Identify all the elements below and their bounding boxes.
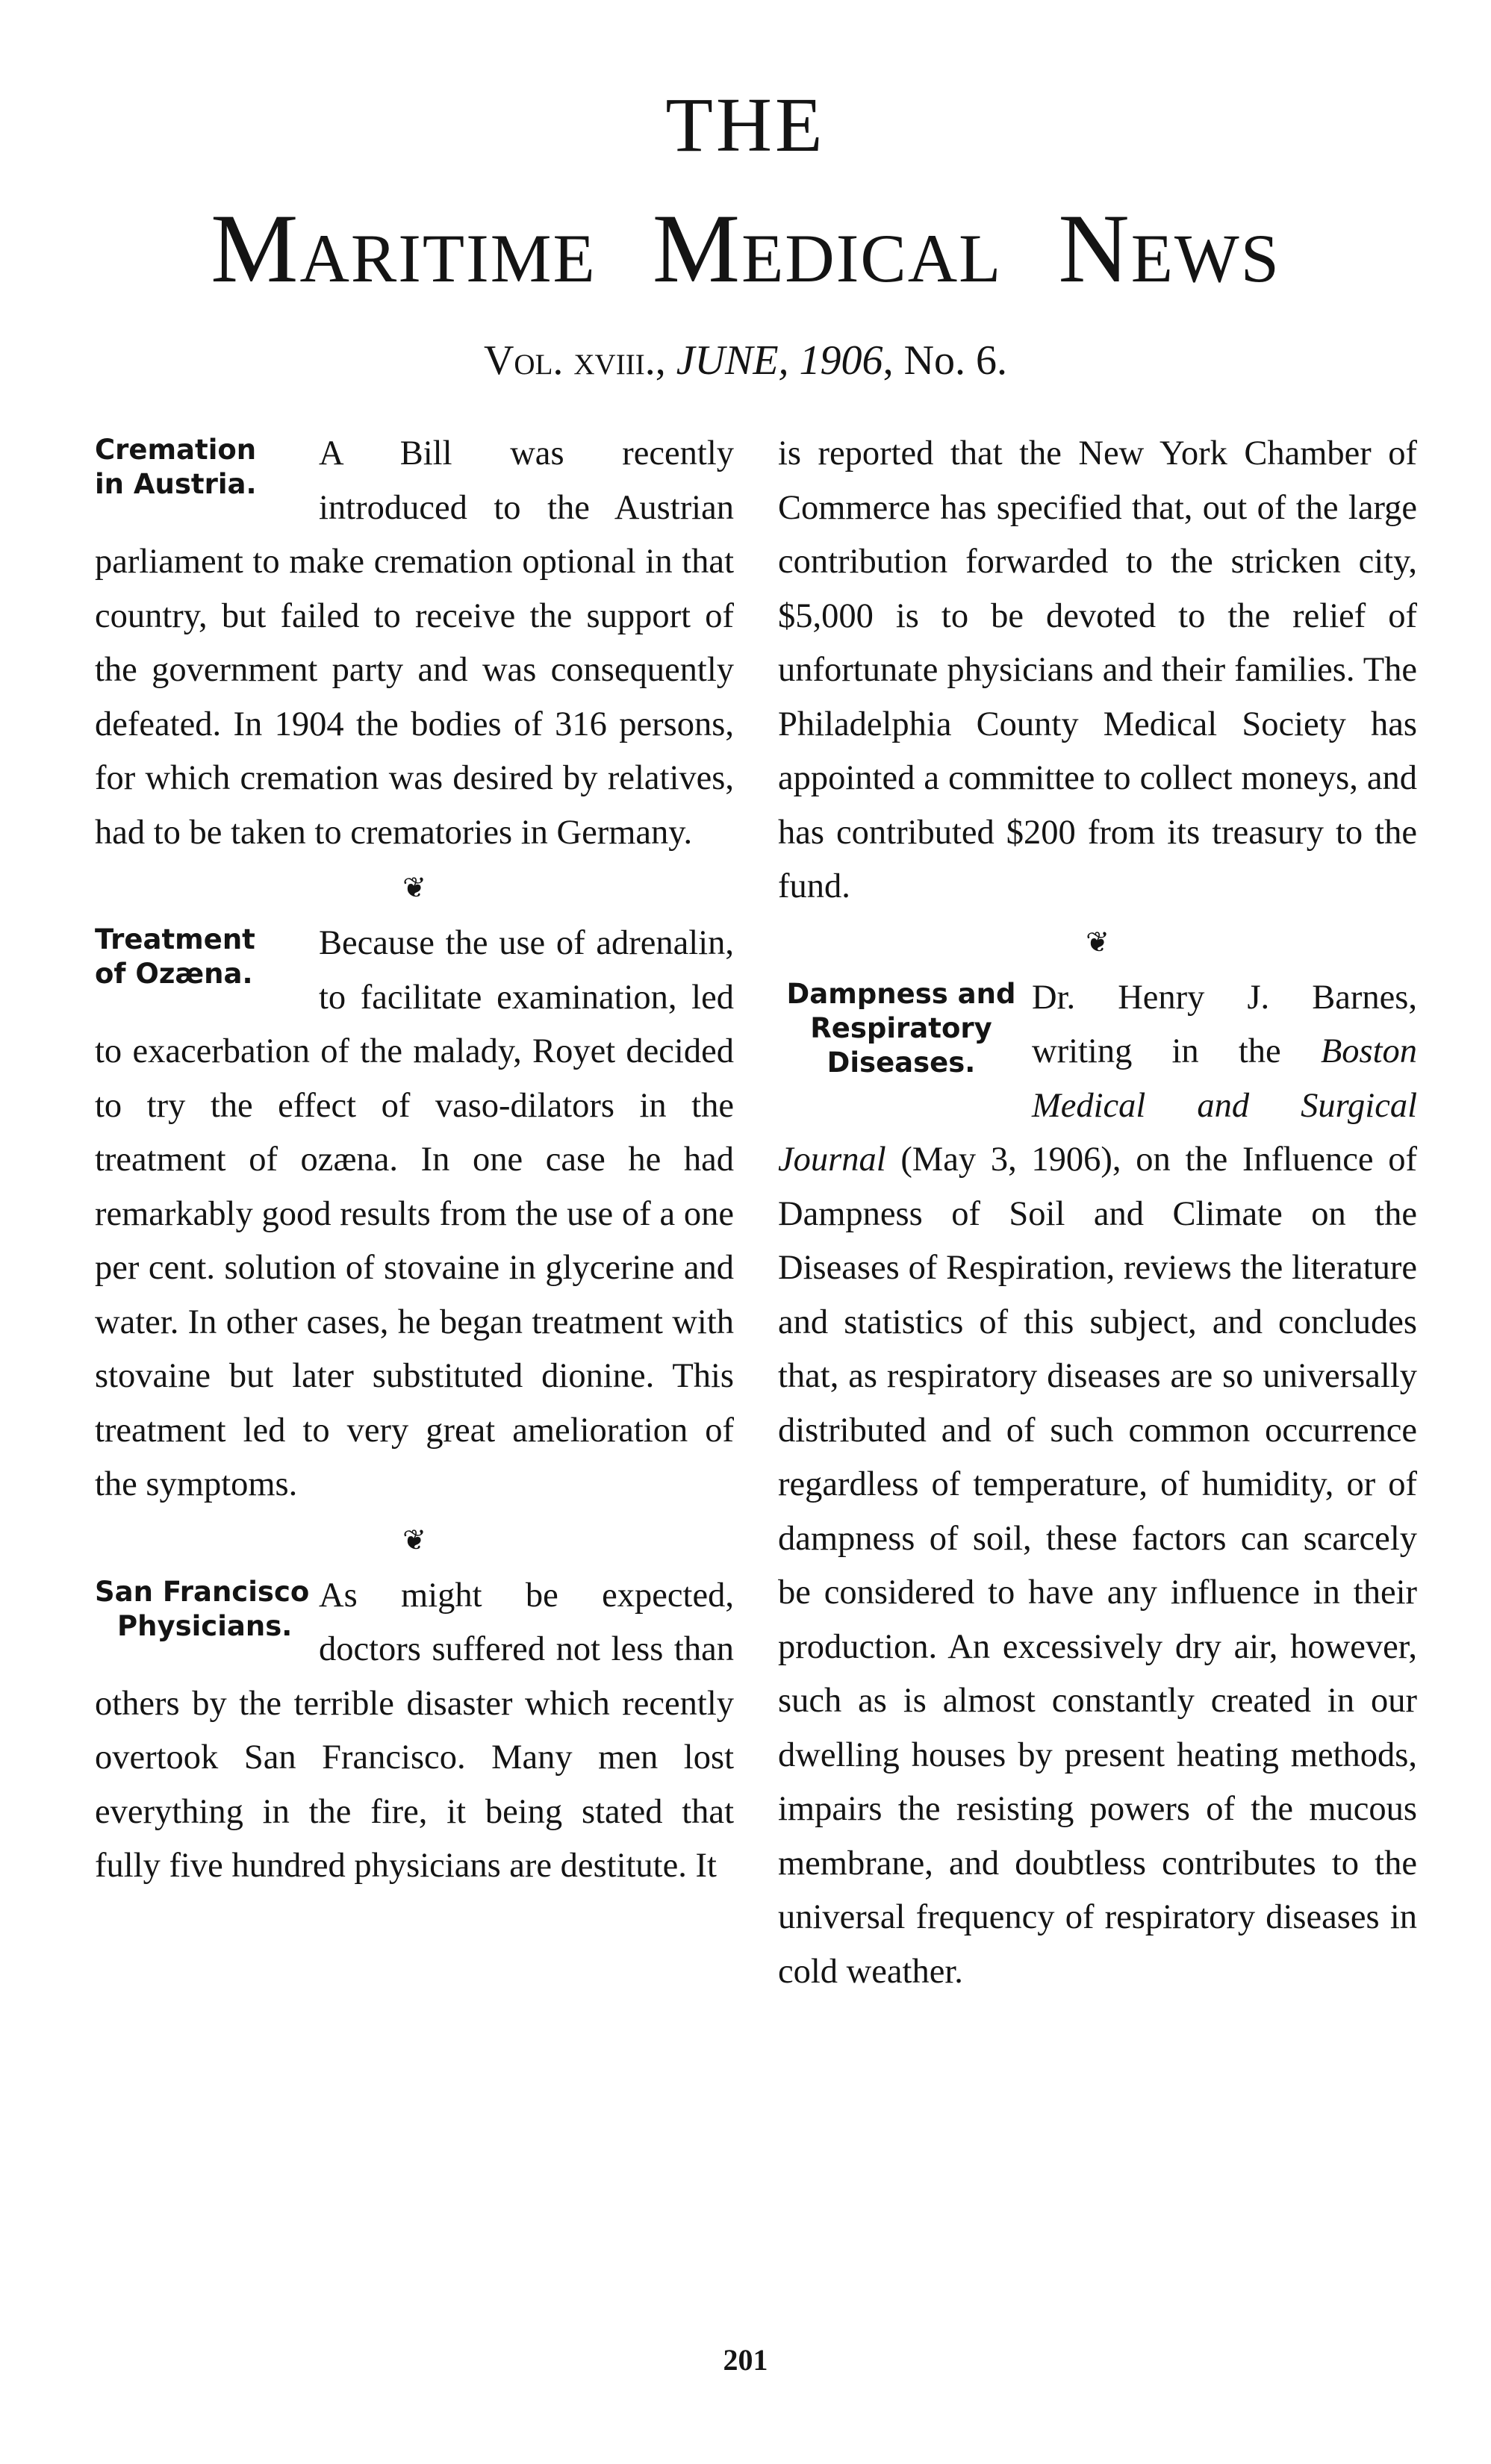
page-number: 201 <box>723 2343 768 2377</box>
article-san-francisco <box>95 1569 734 1894</box>
volume-line <box>0 334 1491 387</box>
heading-line: in Austria. <box>95 468 257 500</box>
left-column <box>95 427 734 1894</box>
article-body: As might be expected, doctors suffered not less than others by the terrible disaster which recently overtook San Francisco. Many men lost everything in the fire, it being stated that fully five hundred physicians are destitute. It <box>95 1576 734 1885</box>
heading-line: Respiratory <box>810 1011 992 1044</box>
article-body: Because the use of adrenalin, to facilitate examination, led to exacerbation of the malady, Royet decided to try the effect of vaso-dilators in the treatment of ozæna. In one case he had remarkably good results from the use of a one per cent. solution of stovaine in glycerine and water. In other cases, he began treatment with stovaine but later substituted dionine. This treatment led to very great amelioration of the symptoms. <box>95 924 734 1503</box>
heading-line: San Francisco <box>95 1575 310 1608</box>
issue-date: JUNE, 1906 <box>676 337 883 384</box>
article-dampness <box>778 971 1417 2000</box>
journal-citation: Boston Medical and Surgical Journal <box>778 1032 1417 1179</box>
article-body: A Bill was recently introduced to the Austrian parliament to make cremation optional in that country, but failed to receive the support of the government party and was consequently defeated. In 1904 the bodies of 316 persons, for which cremation was desired by relatives, had to be taken to crematories in Germany. <box>95 434 734 852</box>
fleuron-ornament: ❦ <box>1086 926 1109 958</box>
side-heading <box>95 1575 311 1644</box>
journal-title: Maritime Medical News <box>211 193 1280 303</box>
article-body <box>778 971 1417 2000</box>
article-ozaena <box>95 917 734 1512</box>
fleuron-ornament: ❦ <box>402 873 426 904</box>
heading-line: Cremation <box>95 434 257 466</box>
heading-line: of Ozæna. <box>95 958 253 990</box>
heading-line: Physicians. <box>117 1609 293 1642</box>
article-cremation <box>95 427 734 860</box>
volume-label: Vol. xviii., <box>483 337 676 384</box>
heading-line: Diseases. <box>827 1046 976 1079</box>
article-text: (May 3, 1906), on the Influence of Dampness of Soil and Climate on the Diseases of Respiration, reviews the literature and statistics of this subject, and concludes that, as respiratory diseases are so universally distributed and of such common occurrence regardless of temperature, of humidity, or of dampness of soil, these factors can scarcely be considered to have any influence in their production. An excessively dry air, however, such as is almost constantly created in our dwelling houses by present heating methods, impairs the resisting powers of the mucous membrane, and doubtless contributes to the universal frequency of respiratory diseases in cold weather. <box>778 1141 1417 1991</box>
side-heading <box>778 977 1024 1080</box>
article-intro: Dr. Henry J. Barnes, writing in the <box>1032 978 1417 1070</box>
side-heading <box>95 433 311 502</box>
masthead-the: THE <box>665 82 826 168</box>
article-san-francisco-continued <box>778 427 1417 914</box>
issue-number: , No. 6. <box>883 337 1008 384</box>
fleuron-ornament: ❦ <box>402 1524 426 1556</box>
right-column <box>778 427 1417 1999</box>
side-heading <box>95 923 311 991</box>
heading-line: Treatment <box>95 923 255 955</box>
article-body-continued: is reported that the New York Chamber of Commerce has specified that, out of the large contribution forwarded to the stricken city, $5,000 is to be devoted to the relief of unfortunate physicians and their families. The Philadelphia County Medical Society has appointed a committee to collect moneys, and has contributed $200 from its treasury to the fund. <box>778 434 1417 905</box>
heading-line: Dampness and <box>786 977 1016 1010</box>
